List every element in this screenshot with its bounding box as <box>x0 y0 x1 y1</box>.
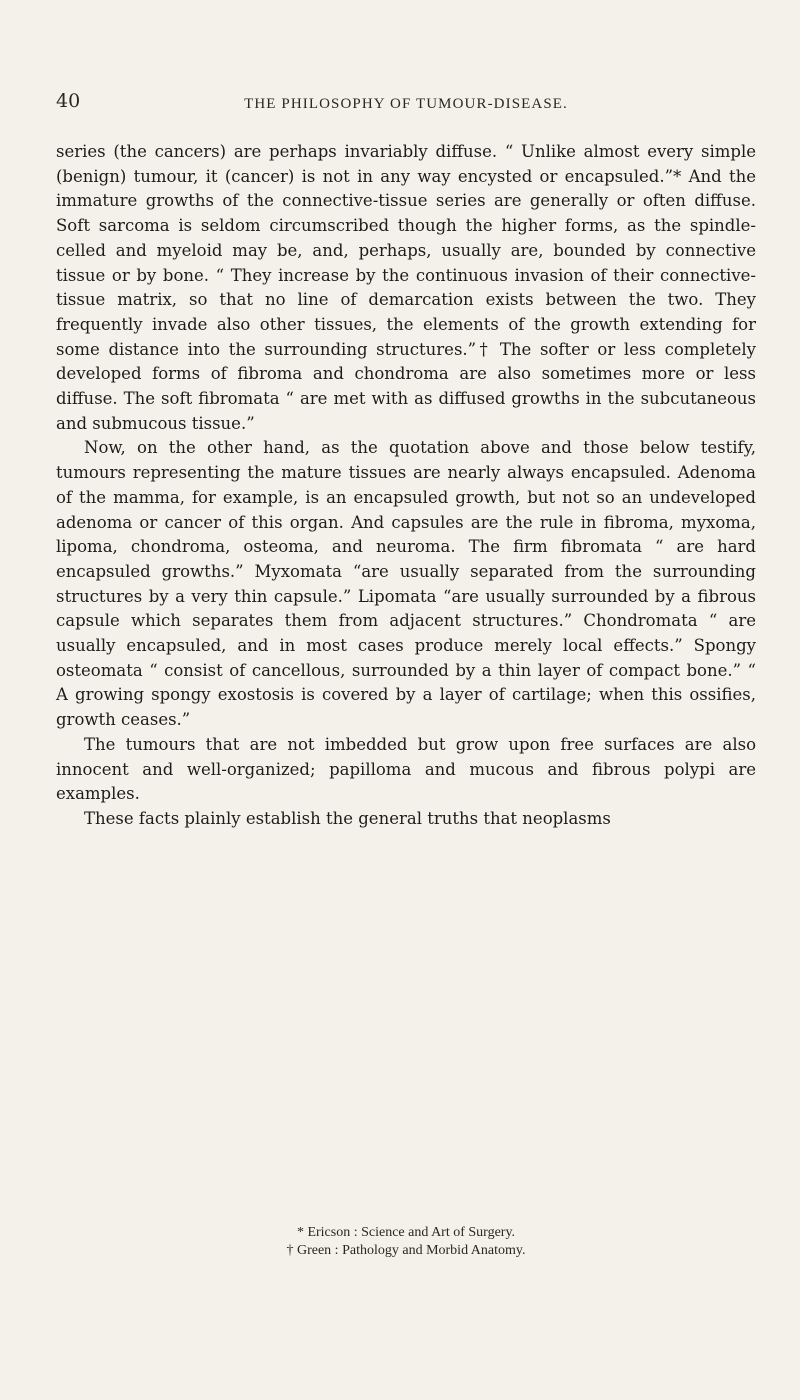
paragraph: The tumours that are not imbedded but grow upon free surfaces are also innocent and well-organized; papilloma and mucous and fibrous polypi are examples. <box>56 734 756 804</box>
paragraph-continued: series (the cancers) are perhaps invariably diffuse. “ Unlike almost every simple (benign) tumour, it (cancer) is not in any way encysted or encapsuled.”* And the immature growths of the connective-tissue series are generally or often diffuse. Soft sarcoma is seldom circumscribed though the higher forms, as the spindle-celled and myeloid may be, and, perhaps, usually are, bounded by connective tissue or by bone. “ They increase by the continuous invasion of their connective-tissue matrix, so that no line of demarcation exists between the two. They frequently invade also other tissues, the elements of the growth extending for some distance into the surrounding structures.”† The softer or less completely developed forms of fibroma and chondroma are also sometimes more or less diffuse. The soft fibromata “ are met with as diffused growths in the subcutaneous and submucous tissue.” <box>56 142 756 433</box>
paragraph: Now, on the other hand, as the quotation above and those below testify, tumours representing the mature tissues are nearly always encapsuled. Adenoma of the mamma, for example, is an encapsuled growth, but not so an undeveloped adenoma or cancer of this organ. And capsules are the rule in fibroma, myxoma, lipoma, chondroma, osteoma, and neuroma. The firm fibromata “ are hard encapsuled growths.” Myxomata “are usually separated from the surrounding structures by a very thin capsule.” Lipomata “are usually surrounded by a fibrous capsule which separates them from adjacent structures.” Chondromata “ are usually encapsuled, and in most cases produce merely local effects.” Spongy osteomata “ consist of cancellous, surrounded by a thin layer of compact bone.” “ A growing spongy exostosis is covered by a layer of cartilage; when this ossifies, growth ceases.” <box>56 438 756 730</box>
running-head: THE PHILOSOPHY OF TUMOUR-DISEASE. <box>244 96 568 112</box>
page-number: 40 <box>56 90 81 112</box>
paragraph: These facts plainly establish the general truths that neoplasms <box>84 808 611 828</box>
footnote: * Ericson : Science and Art of Surgery. <box>296 1225 516 1240</box>
body-text <box>56 140 756 832</box>
footnote: † Green : Pathology and Morbid Anatomy. <box>286 1243 526 1258</box>
page-header <box>56 90 756 120</box>
footnotes <box>56 1224 756 1260</box>
